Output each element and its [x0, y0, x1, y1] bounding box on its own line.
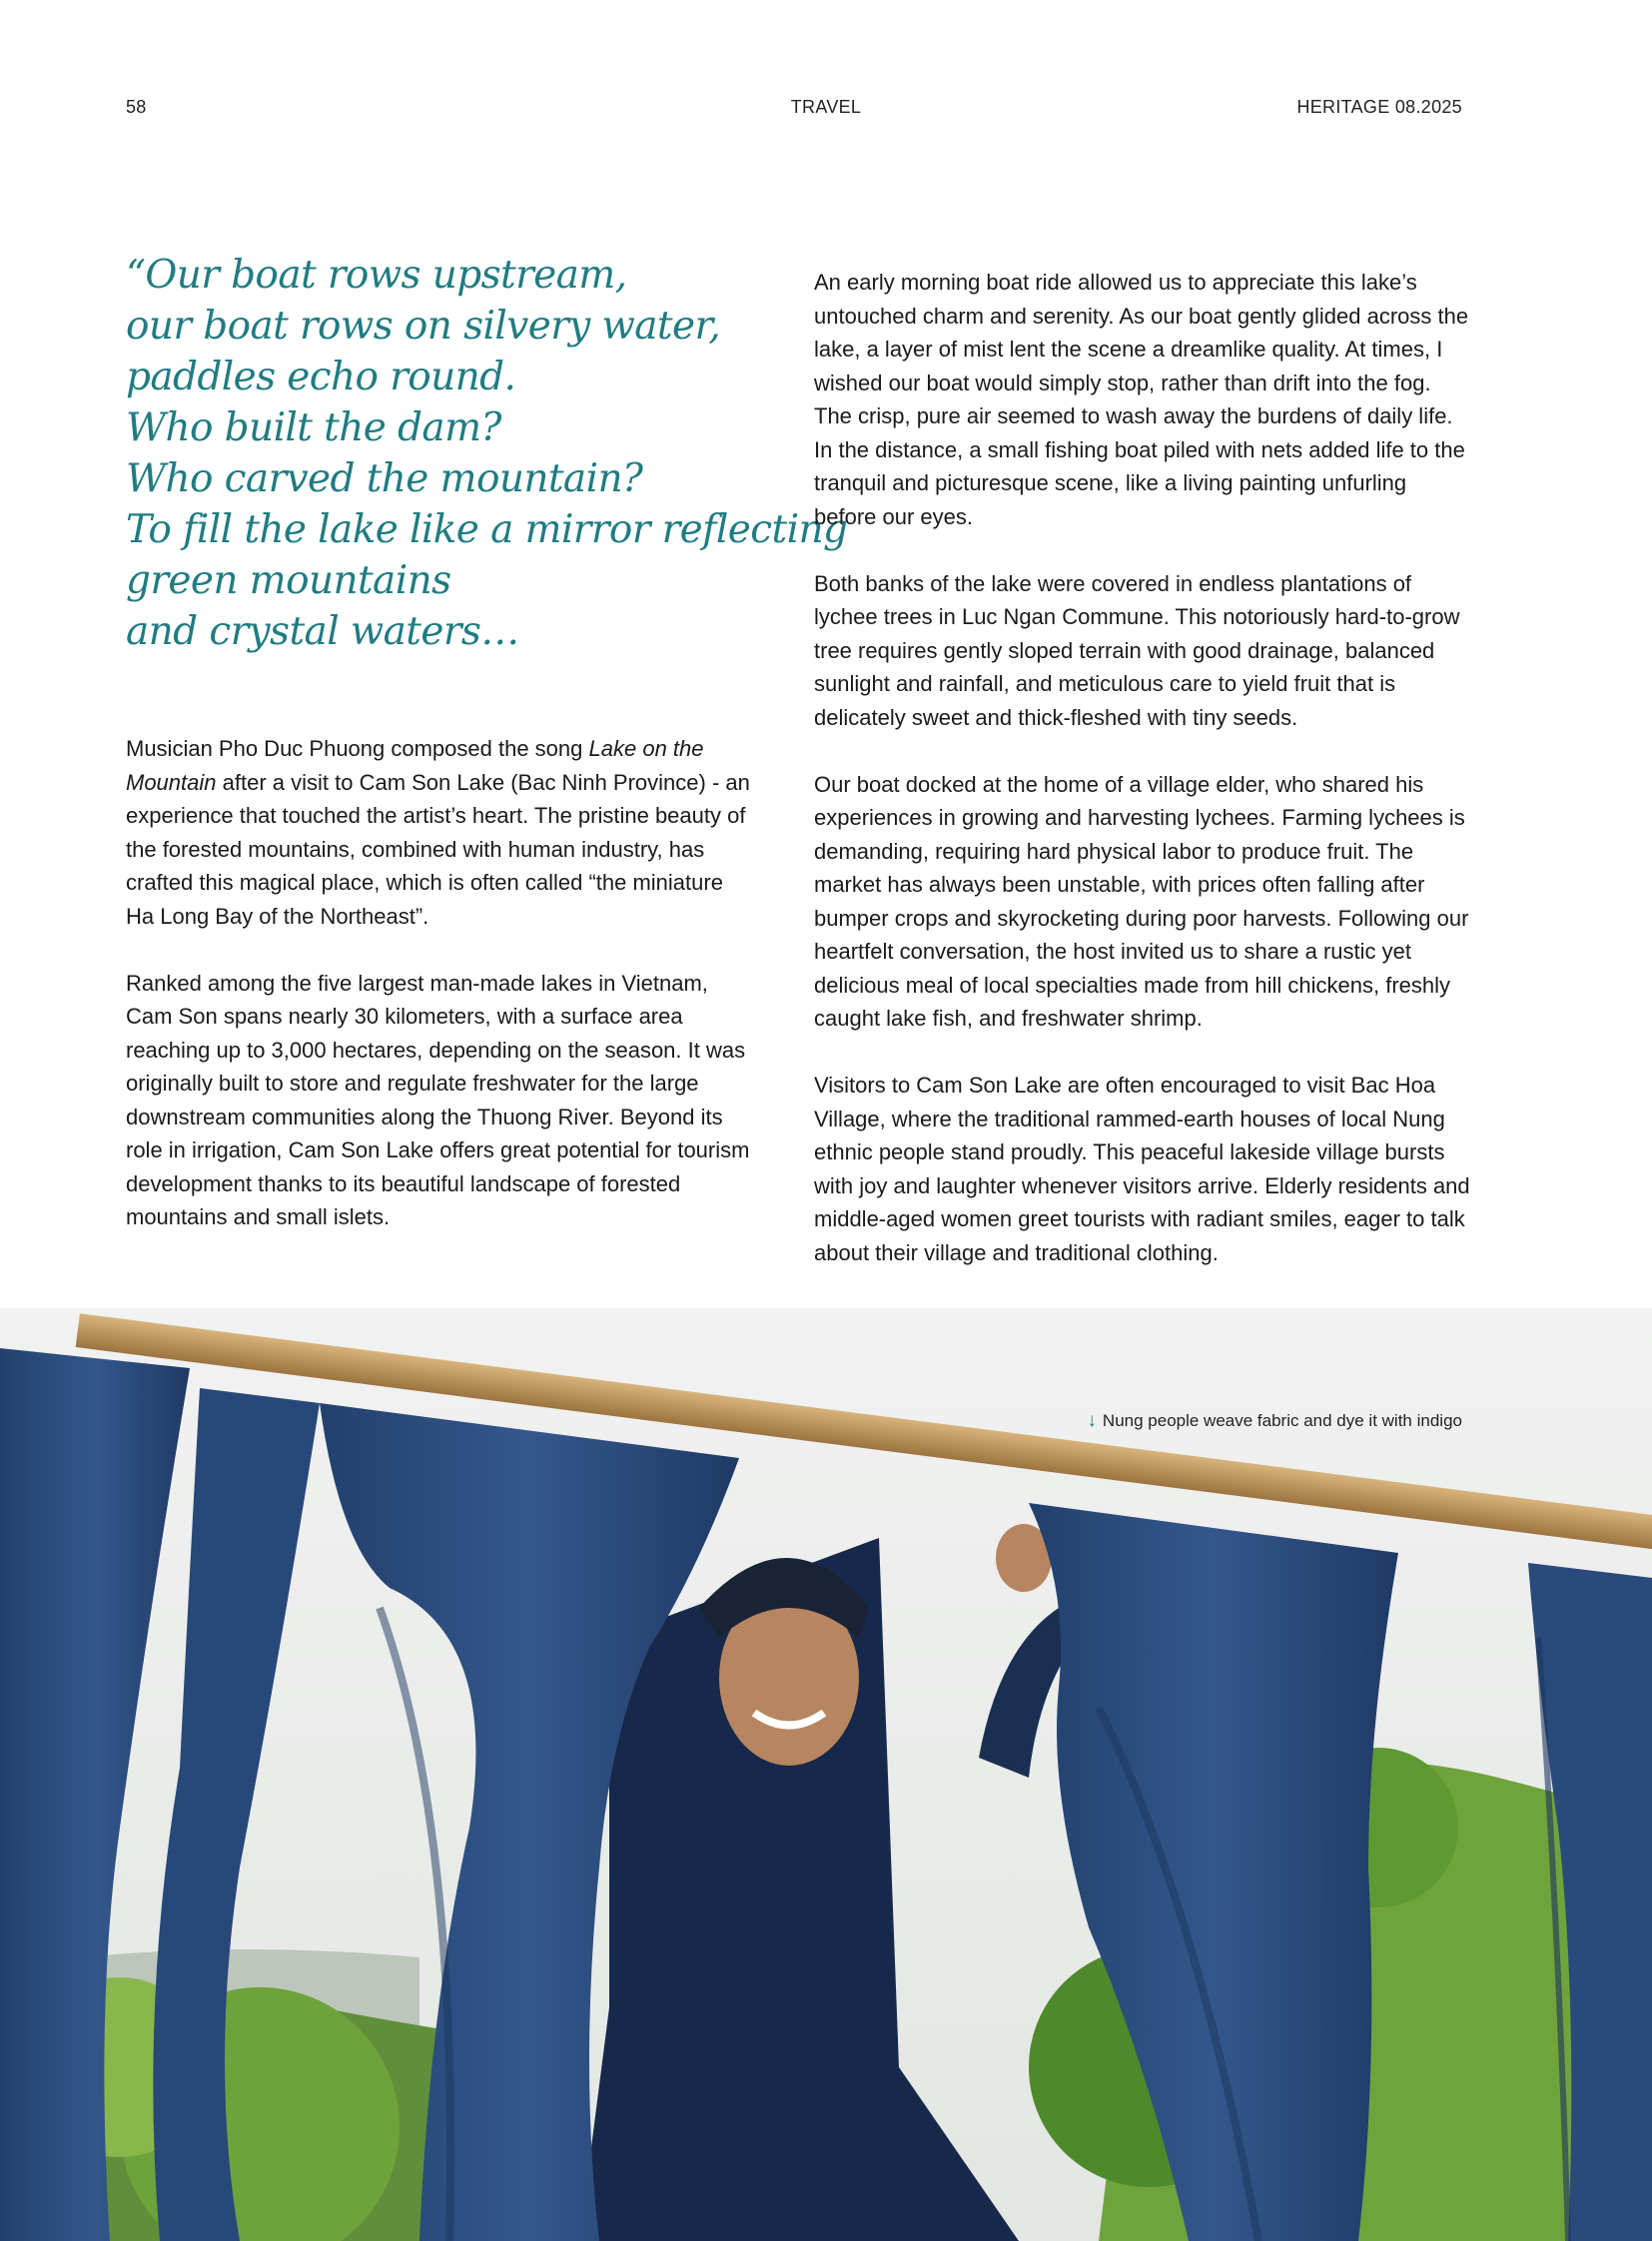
quote-line: green mountains	[126, 558, 451, 603]
arrow-down-icon: ↓	[1087, 1410, 1097, 1431]
photo-indigo-fabric	[0, 1308, 1652, 2241]
quote-line: our boat rows on silvery water,	[126, 304, 721, 349]
page-number: 58	[126, 97, 147, 117]
paragraph	[126, 732, 750, 933]
paragraph: An early morning boat ride allowed us to appreciate this lake’s untouched charm and serenity. As our boat gently glided across the lake, a layer of mist lent the scene a dreamlike quality. At times, I wished our boat would simply stop, rather than drift into the fog. The crisp, pure air seemed to wash away the burdens of daily life. In the distance, a small fishing boat piled with nets added life to the tranquil and picturesque scene, like a living painting unfurling before our eyes.	[814, 270, 1469, 529]
song-title: Lake on the Mountain	[126, 736, 704, 795]
paragraph: Both banks of the lake were covered in endless plantations of lychee trees in Luc Ngan Commune. This notoriously hard-to-grow tree requires gently sloped terrain with good drainage, balanced sunlight and rainfall, and meticulous care to yield fruit that is delicately sweet and thick-fleshed with tiny seeds.	[814, 570, 1460, 730]
paragraph: Ranked among the five largest man-made lakes in Vietnam, Cam Son spans nearly 30 kilometers, with a surface area reaching up to 3,000 hectares, depending on the season. It was originally built to store and regulate freshwater for the large downstream communities along the Thuong River. Beyond its role in irrigation, Cam Son Lake offers great potential for tourism development thanks to its beautiful landscape of forested mountains and small islets.	[126, 970, 750, 1229]
quote-line: Who carved the mountain?	[126, 456, 643, 501]
quote-line: and crystal waters…	[126, 609, 519, 654]
caption-text: Nung people weave fabric and dye it with indigo	[1102, 1411, 1462, 1430]
left-column	[126, 732, 750, 1234]
issue-label: HERITAGE 08.2025	[1296, 97, 1462, 117]
photo-caption	[1087, 1410, 1462, 1432]
paragraph: Our boat docked at the home of a village elder, who shared his experiences in growing and harvesting lychees. Farming lychees is demanding, requiring hard physical labor to produce fruit. The market has always been unstable, with prices often falling after bumper crops and skyrocketing during poor harvests. Following our heartfelt conversation, the host invited us to share a rustic yet delicious meal of local specialties made from hill chickens, freshly caught lake fish, and freshwater shrimp.	[814, 771, 1469, 1031]
paragraph-intro: Musician Pho Duc Phuong composed the song	[126, 736, 589, 761]
quote-line: Who built the dam?	[126, 405, 501, 450]
paragraph-rest: after a visit to Cam Son Lake (Bac Ninh Province) - an experience that touched the artist’s heart. The pristine beauty of the forested mountains, combined with human industry, has crafted this magical place, which is often called “the miniature Ha Long Bay of the Northeast”.	[126, 769, 750, 929]
paragraph: Visitors to Cam Son Lake are often encouraged to visit Bac Hoa Village, where the traditional rammed-earth houses of local Nung ethnic people stand proudly. This peaceful lakeside village bursts with joy and laughter whenever visitors arrive. Elderly residents and middle-aged women greet tourists with radiant smiles, eager to talk about their village and traditional clothing.	[814, 1073, 1470, 1265]
right-column	[814, 266, 1473, 1269]
pull-quote	[126, 250, 848, 657]
quote-line: To fill the lake like a mirror reflecting	[126, 507, 848, 552]
quote-line: “Our boat rows upstream,	[126, 253, 627, 298]
section-label: TRAVEL	[790, 97, 862, 117]
quote-line: paddles echo round.	[126, 355, 516, 399]
